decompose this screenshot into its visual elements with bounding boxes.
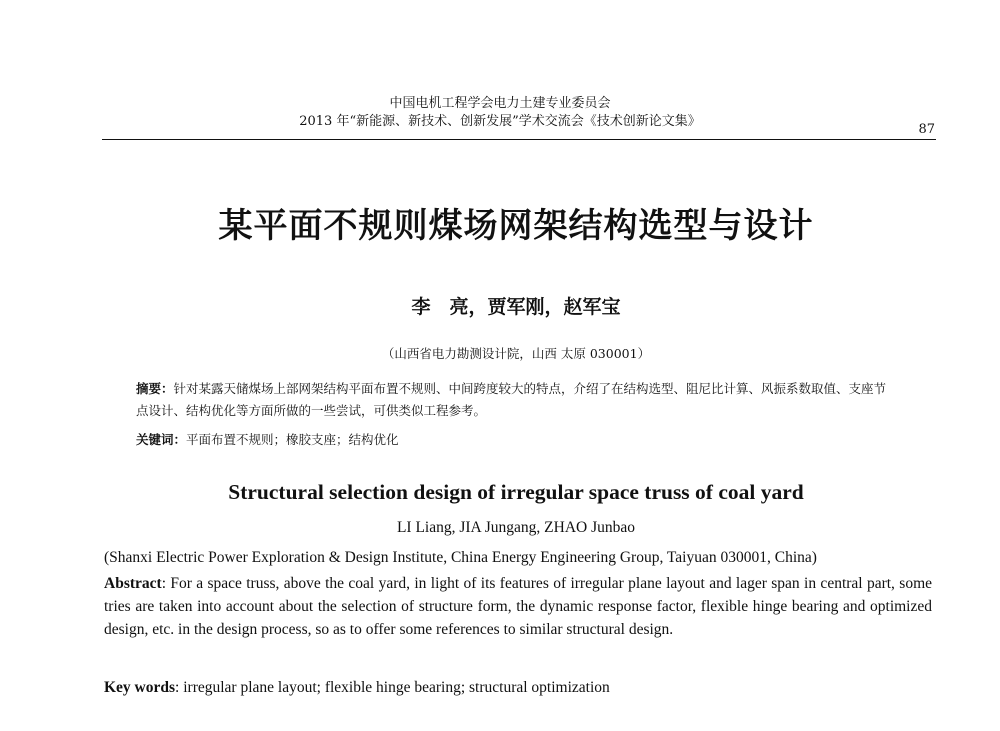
- keywords-label-english: Key words: [104, 679, 176, 696]
- keywords-english: [104, 678, 932, 698]
- abstract-text-chinese: 针对某露天储煤场上部网架结构平面布置不规则、中间跨度较大的特点，介绍了在结构选型、阻尼比计算、风振系数取值、支座节点设计、结构优化等方面所做的一些尝试，可供类似工程参考。: [136, 381, 887, 418]
- keywords-chinese: [136, 432, 896, 448]
- page-number: 87: [918, 122, 935, 137]
- affiliation-chinese: （山西省电力勘测设计院，山西 太原 030001）: [381, 346, 651, 361]
- keywords-text-chinese: 平面布置不规则；橡胶支座；结构优化: [186, 432, 399, 447]
- affiliation-english: (Shanxi Electric Power Exploration & Design Institute, China Energy Engineering Group, Taiyuan 030001, China): [104, 549, 817, 566]
- authors-english: LI Liang, JIA Jungang, ZHAO Junbao: [396, 519, 636, 536]
- running-header-society: 中国电机工程学会电力土建专业委员会: [389, 96, 611, 111]
- keywords-label-chinese: 关键词：: [136, 432, 187, 447]
- abstract-label-english: Abstract: [104, 575, 162, 592]
- header-rule: [102, 139, 936, 140]
- abstract-chinese: [136, 378, 896, 422]
- keywords-text-english: : irregular plane layout; flexible hinge bearing; structural optimization: [175, 679, 610, 696]
- abstract-label-chinese: 摘要：: [136, 381, 174, 396]
- paper-title-chinese: 某平面不规则煤场网架结构选型与设计: [218, 206, 814, 246]
- paper-title-english: Structural selection design of irregular space truss of coal yard: [228, 480, 804, 504]
- abstract-text-english: : For a space truss, above the coal yard, in light of its features of irregular plane layout and lager span in central part, some tries are taken into account about the selection of structure form, the dynamic response factor, flexible hinge bearing and optimized design, etc. in the design process, so as to offer some references to similar structural design.: [104, 575, 932, 638]
- running-header-proceedings: 2013 年“新能源、新技术、创新发展”学术交流会《技术创新论文集》: [299, 114, 701, 129]
- authors-chinese: 李 亮，贾军刚，赵军宝: [411, 296, 621, 318]
- abstract-english: [104, 572, 932, 641]
